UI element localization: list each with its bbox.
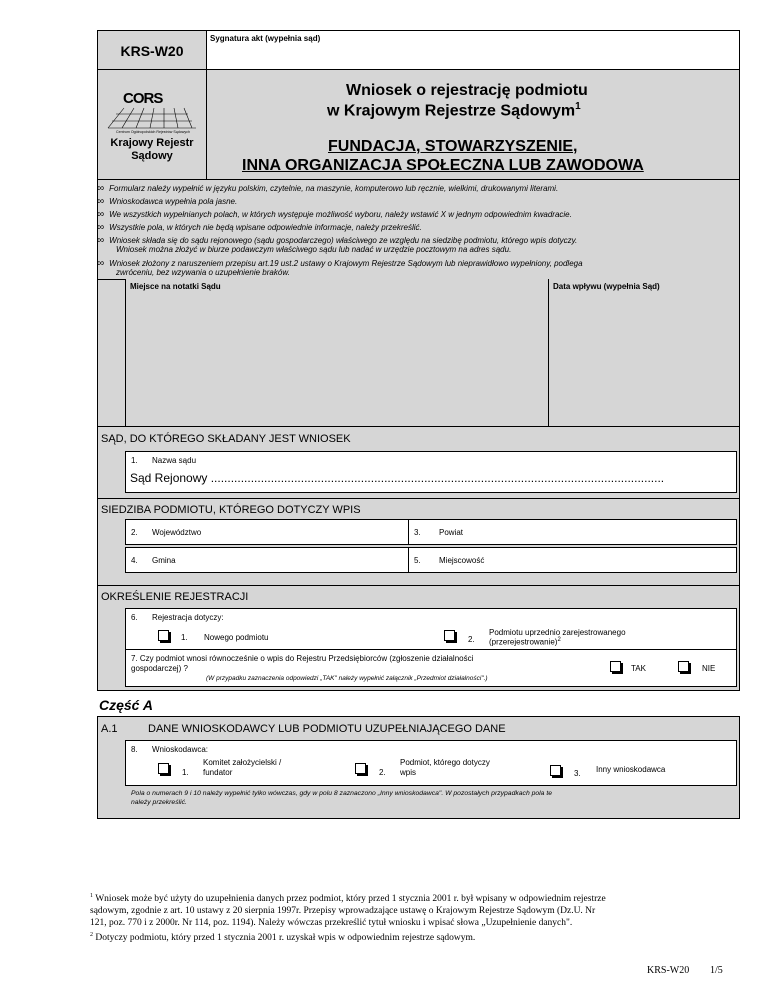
other-applicant-label: Inny wnioskodawca <box>596 765 666 774</box>
option-num: 3. <box>574 769 581 778</box>
field-label: Powiat <box>439 528 464 537</box>
court-signature-cell[interactable] <box>206 30 740 70</box>
infinity-bullet-icon: ∞ <box>97 235 105 246</box>
field-num: 2. <box>131 528 138 537</box>
business-register-question-line2: gospodarczej) ? <box>131 664 188 673</box>
other-applicant-checkbox[interactable] <box>550 765 561 776</box>
footnote-2-text: Dotyczy podmiotu, który przed 1 stycznia 2001 r. uzyskał wpis w odpowiednim rejestrze sądowym. <box>95 933 476 944</box>
seat-section-title: SIEDZIBA PODMIOTU, KTÓREGO DOTYCZY WPIS <box>101 504 361 516</box>
footnote-1-mark: 1 <box>90 893 93 899</box>
field-num: 4. <box>131 556 138 565</box>
instruction-item <box>97 183 737 194</box>
field-label: Wnioskodawca: <box>152 745 209 754</box>
field-label: Gmina <box>152 556 176 565</box>
instruction-item <box>97 209 572 220</box>
instruction-text: We wszystkich wypełnianych polach, w których występuje możliwość wyboru, należy wstawić X w jednym odpowiednim kwadracie. <box>109 210 572 219</box>
locality-field[interactable] <box>408 547 737 573</box>
instruction-text: Wszystkie pola, w których nie będą wpisane odpowiednie informacje, należy przekreślić. <box>109 223 422 232</box>
part-a-title: Część A <box>99 697 153 713</box>
business-register-field <box>125 649 737 687</box>
field-label: Rejestracja dotyczy: <box>152 613 224 622</box>
footnote-2-mark: 2 <box>90 932 93 939</box>
logo-text: CORS <box>123 90 163 107</box>
instruction-continuation: Wniosek można złożyć w biurze podawczym właściwego sądu lub nadać w urzędzie pocztowym na adres sądu. <box>116 245 512 254</box>
instruction-text: Wniosek składa się do sądu rejonowego (sądu gospodarczego) właściwego ze względu na siedzibę podmiotu, którego wpis dotyczy. <box>109 236 578 245</box>
footnote-1-line3: 121, poz. 770 i z 2000r. Nr 114, poz. 1194). Należy wówczas przekreślić tytuł wniosku i wpisać słowa „Uzupełnienie danych". <box>90 918 573 929</box>
instruction-text: Formularz należy wypełnić w języku polskim, czytelnie, na maszynie, komputerowo lub ręcznie, wielkimi, drukowanymi literami. <box>109 184 559 193</box>
court-name-field[interactable] <box>125 451 737 493</box>
subject-entity-checkbox[interactable] <box>355 763 366 774</box>
field-num: 5. <box>414 556 421 565</box>
court-name-num: 1. <box>131 456 138 465</box>
receipt-date-label: Data wpływu (wypełnia Sąd) <box>553 282 660 291</box>
registration-section-title: OKREŚLENIE REJESTRACJI <box>101 591 249 603</box>
court-name-value[interactable]: Sąd Rejonowy ........................................................................................................................................ <box>130 471 665 485</box>
court-notes-label: Miejsce na notatki Sądu <box>130 282 221 291</box>
court-name-label: Nazwa sądu <box>152 456 197 465</box>
logo-cell <box>97 69 207 180</box>
option-num: 2. <box>379 768 386 777</box>
footnote-1-line2: sądowym, zgodnie z art. 10 ustawy z 20 sierpnia 1997r. Przepisy wprowadzające ustawę o Krajowym Rejestrze Sądowym (Dz.U. Nr <box>90 906 596 917</box>
court-signature-label: Sygnatura akt (wypełnia sąd) <box>210 34 321 43</box>
registration-type-field <box>125 608 737 650</box>
infinity-bullet-icon: ∞ <box>97 183 105 194</box>
subject-entity-label-line1: Podmiot, którego dotyczy <box>400 758 490 767</box>
no-label: NIE <box>702 664 716 673</box>
infinity-bullet-icon: ∞ <box>97 196 105 207</box>
form-code-cell <box>97 30 207 70</box>
re-registration-label-text: (przerejestrowanie) <box>489 637 558 647</box>
field-num: 6. <box>131 613 138 622</box>
re-registration-checkbox[interactable] <box>444 630 455 641</box>
founding-committee-label-line2: fundator <box>203 768 233 777</box>
footnote-2 <box>90 929 740 944</box>
option-num: 1. <box>181 633 188 642</box>
form-code: KRS-W20 <box>120 43 184 59</box>
founding-committee-label-line1: Komitet założycielski / <box>203 758 282 767</box>
municipality-field[interactable] <box>125 547 409 573</box>
footer-page-number: 1/5 <box>710 965 723 976</box>
registry-name-line2: Sądowy <box>131 150 173 162</box>
voivodeship-field[interactable] <box>125 519 409 545</box>
option-num: 1. <box>182 768 189 777</box>
registry-name-line1: Krajowy Rejestr <box>110 137 194 149</box>
part-a-section-title: DANE WNIOSKODAWCY LUB PODMIOTU UZUPEŁNIAJĄCEGO DANE <box>148 723 506 735</box>
new-entity-label: Nowego podmiotu <box>204 633 269 642</box>
instruction-text: Wnioskodawca wypełnia pola jasne. <box>109 197 238 206</box>
form-title-line2-text: w Krajowym Rejestrze Sądowym <box>327 102 576 120</box>
footnote-1-line1 <box>90 890 740 905</box>
footnote-1-text: Wniosek może być użyty do uzupełnienia danych przez podmiot, który przed 1 stycznia 2001 r. był wpisany w odpowiednim rejestrze <box>95 894 606 905</box>
logo-subtext: Centrum Ogólnopolskich Rejestrów Sądowych <box>116 130 190 134</box>
business-register-note: (W przypadku zaznaczenia odpowiedzi „TAK" należy wypełnić załącznik „Przedmiot działalności".) <box>206 675 488 682</box>
infinity-bullet-icon: ∞ <box>97 222 105 233</box>
form-subtitle-line1: FUNDACJA, STOWARZYSZENIE, <box>328 138 578 155</box>
field-num: 3. <box>414 528 421 537</box>
re-registration-label-line2 <box>489 637 561 647</box>
yes-checkbox[interactable] <box>610 661 621 672</box>
option-num: 2. <box>468 635 475 644</box>
part-a-note-line2: należy przekreślić. <box>131 799 187 806</box>
footnote-mark: 2 <box>557 637 561 643</box>
field-label: Miejscowość <box>439 556 485 565</box>
part-a-section-num: A.1 <box>101 723 118 735</box>
form-subtitle-line2: INNA ORGANIZACJA SPOŁECZNA LUB ZAWODOWA <box>242 157 644 174</box>
instruction-item <box>97 196 237 207</box>
instruction-continuation: zwróceniu, bez wzywania o uzupełnienie braków. <box>116 268 290 277</box>
form-title-line2 <box>327 101 581 120</box>
infinity-bullet-icon: ∞ <box>97 209 105 220</box>
no-checkbox[interactable] <box>678 661 689 672</box>
field-label: Województwo <box>152 528 202 537</box>
field-num: 8. <box>131 745 138 754</box>
infinity-bullet-icon: ∞ <box>97 258 105 269</box>
instruction-item <box>97 222 422 233</box>
yes-label: TAK <box>631 664 646 673</box>
founding-committee-checkbox[interactable] <box>158 763 169 774</box>
court-section-title: SĄD, DO KTÓREGO SKŁADANY JEST WNIOSEK <box>101 433 351 445</box>
applicant-field <box>125 740 737 786</box>
form-title-footnote-mark: 1 <box>575 101 581 112</box>
footer-form-code: KRS-W20 <box>647 965 690 976</box>
new-entity-checkbox[interactable] <box>158 630 169 641</box>
subject-entity-label-line2: wpis <box>400 768 417 777</box>
receipt-date-cell <box>548 279 740 427</box>
business-register-question-line1: 7. Czy podmiot wnosi równocześnie o wpis do Rejestru Przedsiębiorców (zgłoszenie działalności <box>131 654 474 663</box>
part-a-note-line1: Pola o numerach 9 i 10 należy wypełnić tylko wówczas, gdy w polu 8 zaznaczono „Inny wnioskodawca". W pozostałych przypadkach pola te <box>131 790 553 797</box>
instruction-text: Wniosek złożony z naruszeniem przepisu art.19 ust.2 ustawy o Krajowym Rejestrze Sądowym lub nieprawidłowo wypełniony, podlega <box>109 259 583 268</box>
re-registration-label-line1: Podmiotu uprzednio zarejestrowanego <box>489 628 626 637</box>
county-field[interactable] <box>408 519 737 545</box>
footnote-1 <box>90 890 740 944</box>
court-notes-cell <box>125 279 549 427</box>
form-title-line1: Wniosek o rejestrację podmiotu <box>346 82 588 99</box>
